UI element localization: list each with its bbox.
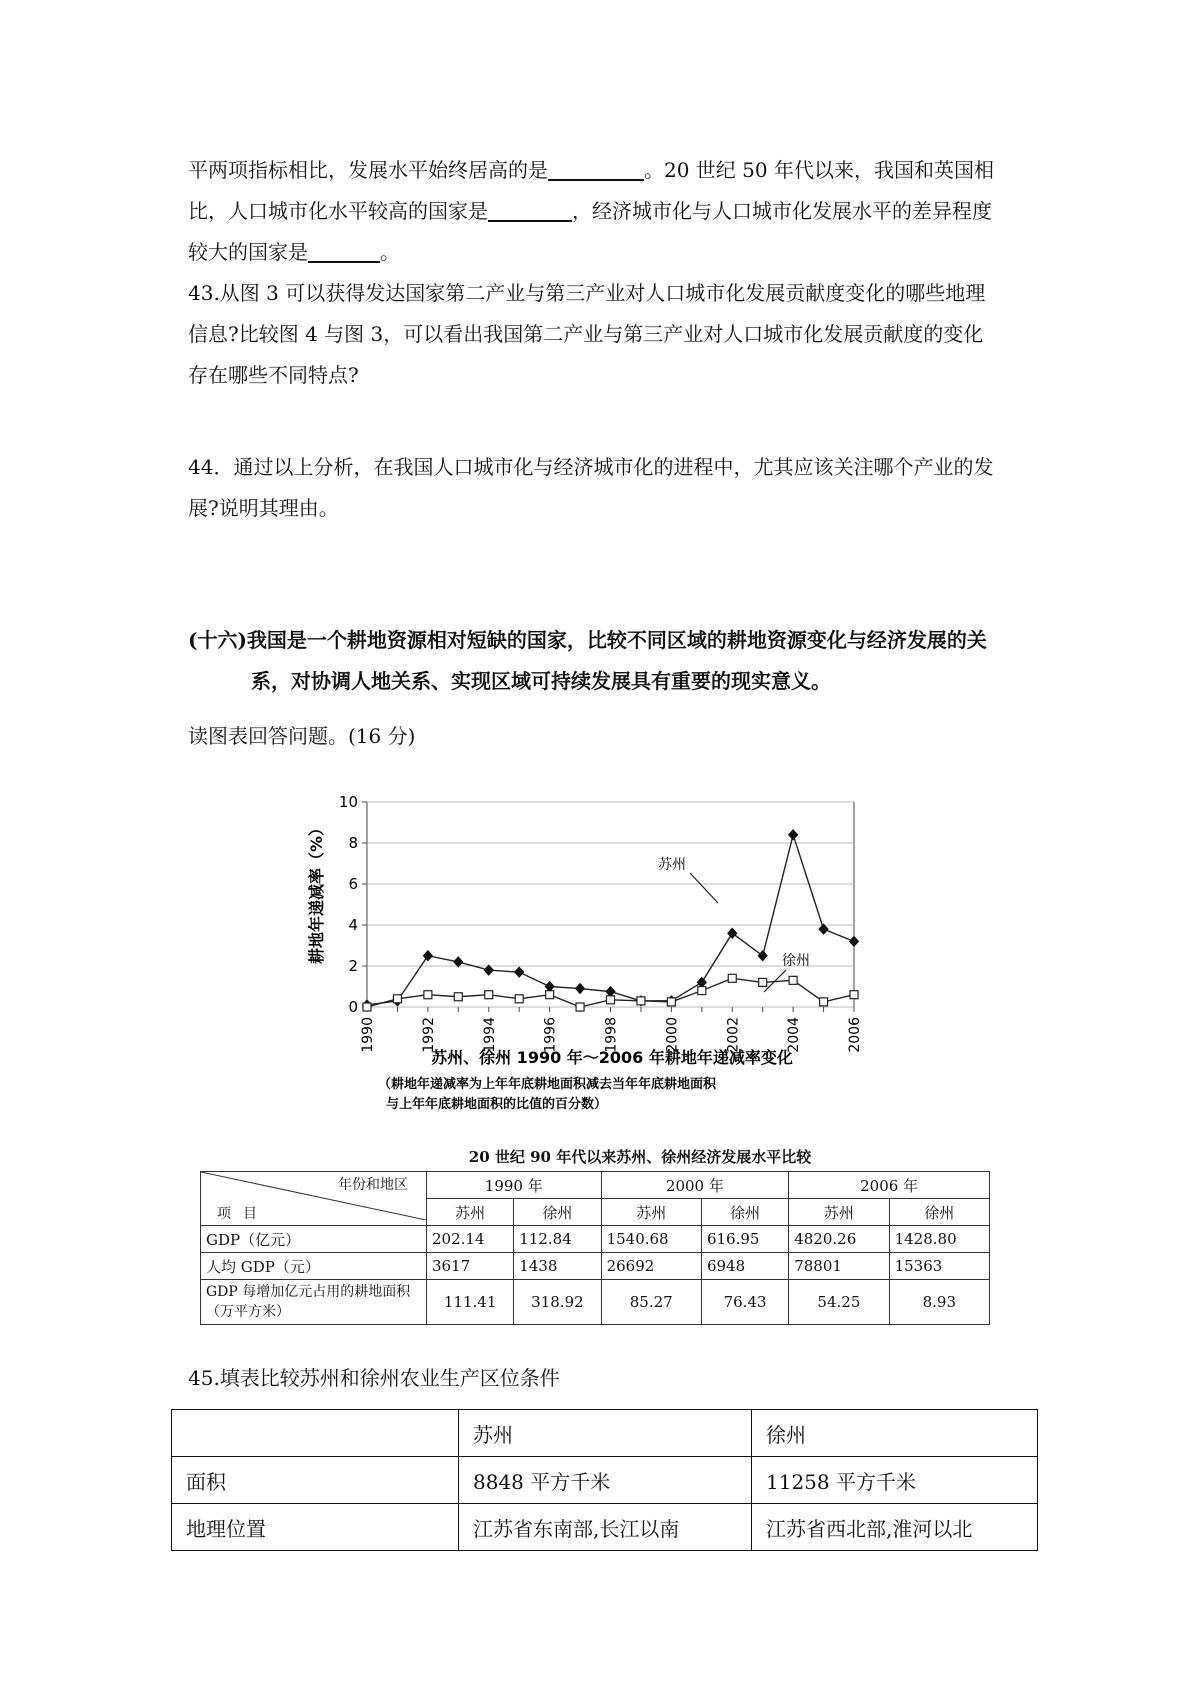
table-row — [172, 1410, 1038, 1457]
region-header: 徐州 — [889, 1199, 989, 1226]
region-header: 苏州 — [601, 1199, 701, 1226]
row-label: GDP（亿元） — [201, 1226, 427, 1253]
x-tick-label: 2002 — [725, 1017, 742, 1053]
data-point — [850, 991, 858, 999]
x-tick-label: 1998 — [603, 1017, 620, 1053]
q44-line-2: 展?说明其理由。 — [188, 496, 339, 520]
table-cell: 318.92 — [514, 1280, 601, 1325]
table-cell: 6948 — [701, 1253, 788, 1280]
table-cell: 112.84 — [514, 1226, 601, 1253]
data-point — [758, 951, 767, 961]
data-point — [484, 965, 493, 975]
table-cell: 111.41 — [427, 1280, 514, 1325]
legend-label-suzhou: 苏州 — [658, 857, 686, 873]
y-tick-label: 0 — [348, 998, 358, 1016]
q42-text: 平两项指标相比，发展水平始终居高的是 — [188, 158, 548, 182]
data-point — [424, 991, 432, 999]
data-point — [485, 991, 493, 999]
table-cell: 78801 — [789, 1253, 889, 1280]
section-16-line-1: (十六)我国是一个耕地资源相对短缺的国家，比较不同区域的耕地资源变化与经济发展的关 — [188, 628, 987, 652]
table-cell: 616.95 — [701, 1226, 788, 1253]
row-label: 地理位置 — [172, 1504, 459, 1551]
table-cell: 202.14 — [427, 1226, 514, 1253]
y-tick-label: 8 — [348, 834, 358, 852]
year-header: 2000 年 — [601, 1172, 789, 1199]
question-45-prompt: 45.填表比较苏州和徐州农业生产区位条件 — [188, 1366, 560, 1390]
region-header: 徐州 — [701, 1199, 788, 1226]
data-point — [393, 995, 401, 1003]
data-point — [789, 830, 798, 840]
table-row — [172, 1457, 1038, 1504]
x-tick-label: 1994 — [481, 1017, 498, 1053]
location-table — [171, 1409, 1038, 1551]
data-point — [606, 987, 615, 997]
table-row — [201, 1280, 990, 1325]
region-header: 苏州 — [427, 1199, 514, 1226]
data-point — [850, 936, 859, 946]
data-point — [515, 995, 523, 1003]
table-cell: 1428.80 — [889, 1226, 989, 1253]
data-point — [607, 996, 615, 1004]
data-point — [454, 957, 463, 967]
q43-line-2: 信息?比较图 4 与图 3，可以看出我国第二产业与第三产业对人口城市化发展贡献度的变化 — [188, 322, 984, 346]
chart-frame — [362, 802, 854, 1012]
row-label: 面积 — [172, 1457, 459, 1504]
x-tick-label: 1996 — [542, 1017, 559, 1053]
table-row — [201, 1253, 990, 1280]
section-16-instruction: 读图表回答问题。(16 分) — [188, 724, 416, 748]
table-cell: 4820.26 — [789, 1226, 889, 1253]
legend-leader-suzhou — [690, 873, 718, 903]
table-cell: 76.43 — [701, 1280, 788, 1325]
x-tick-label: 2004 — [786, 1017, 803, 1053]
chart-note-2: 与上年年底耕地面积的比值的百分数） — [386, 1097, 608, 1112]
chart-y-axis-label: 耕地年递减率（%） — [307, 819, 326, 965]
table-row — [201, 1226, 990, 1253]
table-cell: 54.25 — [789, 1280, 889, 1325]
year-header: 1990 年 — [427, 1172, 602, 1199]
table-row — [172, 1504, 1038, 1551]
data-point — [545, 982, 554, 992]
q42-text: ，经济城市化与人口城市化发展水平的差异程度 — [572, 199, 992, 223]
table-cell: 8.93 — [889, 1280, 989, 1325]
header-year-region: 年份和地区 — [338, 1177, 408, 1193]
chart-series — [363, 830, 859, 1011]
region-header: 苏州 — [789, 1199, 889, 1226]
table-cell: 15363 — [889, 1253, 989, 1280]
row-label: GDP 每增加亿元占用的耕地面积（万平方米） — [201, 1280, 427, 1325]
data-point — [728, 928, 737, 938]
plot-area — [367, 802, 854, 1007]
table-cell: 26692 — [601, 1253, 701, 1280]
data-point — [698, 987, 706, 995]
region-header: 徐州 — [514, 1199, 601, 1226]
data-point — [515, 967, 524, 977]
y-tick-label: 2 — [348, 957, 358, 975]
y-tick-label: 6 — [348, 875, 358, 893]
data-point — [576, 984, 585, 994]
data-point — [697, 977, 706, 987]
x-tick-label: 2006 — [847, 1017, 863, 1053]
data-point — [759, 978, 767, 986]
data-point — [363, 1003, 371, 1011]
data-point — [789, 976, 797, 984]
q44-line-1: 44．通过以上分析，在我国人口城市化与经济城市化的进程中，尤其应该关注哪个产业的发 — [188, 455, 994, 479]
q42-text: 较大的国家是 — [188, 240, 308, 264]
data-point — [576, 1003, 584, 1011]
diagonal-header-cell — [201, 1172, 427, 1226]
chart-note-1: （耕地年递减率为上年年底耕地面积减去当年年底耕地面积 — [378, 1077, 717, 1092]
q42-text: 比，人口城市化水平较高的国家是 — [188, 199, 488, 223]
header-item: 项目 — [217, 1206, 269, 1222]
year-header: 2006 年 — [789, 1172, 990, 1199]
chart-title: 苏州、徐州 1990 年～2006 年耕地年递减率变化 — [431, 1048, 793, 1067]
data-point — [637, 997, 645, 1005]
column-header-suzhou: 苏州 — [459, 1410, 752, 1457]
data-point — [454, 993, 462, 1001]
section-16-line-2: 系，对协调人地关系、实现区域可持续发展具有重要的现实意义。 — [251, 669, 831, 693]
y-tick-label: 10 — [338, 793, 358, 811]
econ-table-title: 20 世纪 90 年代以来苏州、徐州经济发展水平比较 — [468, 1148, 812, 1166]
series-line-suzhou — [367, 835, 854, 1005]
data-point — [728, 974, 736, 982]
econ-table — [200, 1171, 990, 1325]
econ-header-row — [201, 1172, 990, 1199]
row-label: 人均 GDP（元） — [201, 1253, 427, 1280]
table-cell-empty — [172, 1410, 459, 1457]
data-point — [820, 998, 828, 1006]
data-point — [819, 924, 828, 934]
table-cell: 江苏省西北部,淮河以北 — [752, 1504, 1038, 1551]
q43-line-3: 存在哪些不同特点? — [188, 363, 359, 387]
table-cell: 江苏省东南部,长江以南 — [459, 1504, 752, 1551]
table-cell: 1540.68 — [601, 1226, 701, 1253]
column-header-xuzhou: 徐州 — [752, 1410, 1038, 1457]
table-cell: 11258 平方千米 — [752, 1457, 1038, 1504]
x-tick-label: 2000 — [664, 1017, 681, 1053]
chart-ticks — [339, 793, 863, 1053]
data-point — [546, 991, 554, 999]
legend-label-xuzhou: 徐州 — [782, 953, 810, 969]
q43-line-1: 43.从图 3 可以获得发达国家第二产业与第三产业对人口城市化发展贡献度变化的哪些地理 — [188, 281, 986, 305]
y-tick-label: 4 — [348, 916, 358, 934]
data-point — [667, 998, 675, 1006]
table-cell: 1438 — [514, 1253, 601, 1280]
table-cell: 3617 — [427, 1253, 514, 1280]
x-tick-label: 1992 — [420, 1017, 437, 1053]
x-tick-label: 1990 — [360, 1017, 376, 1053]
table-cell: 8848 平方千米 — [459, 1457, 752, 1504]
q42-text: 。20 世纪 50 年代以来，我国和英国相 — [644, 158, 994, 182]
q42-text: 。 — [380, 240, 400, 264]
table-cell: 85.27 — [601, 1280, 701, 1325]
